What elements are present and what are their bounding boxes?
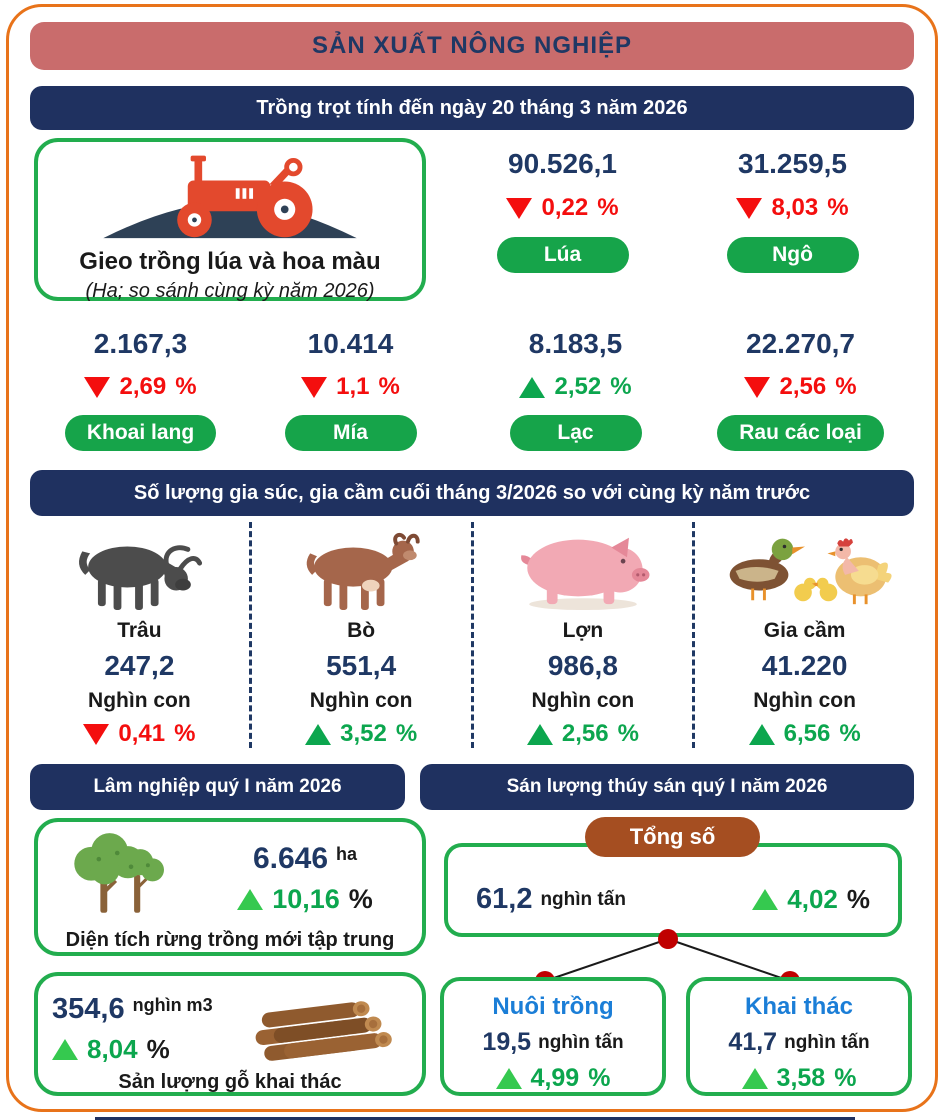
crop-value: 2.167,3 [93, 328, 188, 359]
trend-arrow-icon [749, 724, 775, 745]
livestock-value: 41.220 [761, 650, 848, 681]
livestock-change: 3,52 % [305, 720, 417, 748]
crop-change: 2,69 % [84, 373, 196, 401]
poultry-icon [715, 524, 895, 612]
livestock-lon [474, 522, 696, 748]
livestock-name: Trâu [117, 619, 162, 642]
crop-pill-mia: Mía [285, 415, 417, 451]
forestry-planted-change: 10,16 % [237, 884, 373, 915]
trend-arrow-icon [527, 724, 553, 745]
buffalo-icon [64, 524, 214, 612]
fishery-total-change: 4,02 % [752, 884, 870, 915]
forestry-planted-label: Diện tích rừng trồng mới tập trung [65, 929, 395, 951]
crops-intro-title: Gieo trồng lúa và hoa màu [79, 248, 381, 275]
trend-arrow-icon [84, 377, 110, 398]
trend-arrow-icon [752, 889, 778, 910]
forestry-timber-value: 354,6 [52, 992, 125, 1025]
livestock-name: Lợn [562, 619, 604, 642]
livestock-section-header: Số lượng gia súc, gia cầm cuối tháng 3/2026 so với cùng kỳ năm trước [30, 470, 914, 516]
trend-arrow-icon [519, 377, 545, 398]
fishery-total-card [444, 843, 902, 937]
crop-rau-cac-loai [688, 328, 913, 451]
fishery-total-pill: Tổng số [585, 817, 760, 857]
forestry-planted-unit: ha [336, 844, 358, 864]
fishery-total-unit: nghìn tấn [540, 888, 626, 910]
crop-lua [450, 148, 675, 273]
trend-arrow-icon [52, 1039, 78, 1060]
fishery-panel [430, 815, 915, 1105]
livestock-change: 6,56 % [749, 720, 861, 748]
crop-khoai-lang [38, 328, 243, 451]
livestock-unit: Nghìn con [88, 689, 191, 712]
forestry-timber-unit: nghìn m3 [132, 994, 213, 1015]
crop-pill-lac: Lạc [510, 415, 642, 451]
crop-change: 8,03 % [736, 194, 848, 222]
trend-arrow-icon [744, 377, 770, 398]
cow-icon [286, 524, 436, 612]
livestock-trau [30, 522, 252, 748]
logs-icon [243, 986, 408, 1071]
fishery-branch-nuoi-trong [440, 977, 666, 1096]
pig-icon [503, 524, 663, 612]
branch-value: 41,7 [728, 1028, 778, 1056]
branch-title: Nuôi trồng [492, 993, 614, 1020]
branch-title: Khai thác [744, 993, 854, 1020]
trend-arrow-icon [736, 198, 762, 219]
crop-value: 31.259,5 [738, 148, 847, 179]
forestry-planted-card [34, 818, 426, 956]
crop-value: 10.414 [307, 328, 394, 359]
page-title: SẢN XUẤT NÔNG NGHIỆP [30, 22, 914, 70]
crops-intro-subtitle: (Ha; so sánh cùng kỳ năm 2026) [85, 280, 375, 302]
branch-value: 19,5 [482, 1028, 532, 1056]
crop-value: 90.526,1 [508, 148, 617, 179]
branch-unit: nghìn tấn [784, 1032, 870, 1053]
fishery-branch-khai-thac [686, 977, 912, 1096]
crop-value: 22.270,7 [746, 328, 855, 359]
crop-lac [478, 328, 673, 451]
trend-arrow-icon [496, 1068, 522, 1089]
crop-pill-khoai-lang: Khoai lang [65, 415, 216, 451]
livestock-change: 0,41 % [83, 720, 195, 748]
livestock-name: Gia cầm [763, 619, 846, 642]
trend-arrow-icon [301, 377, 327, 398]
forestry-section-header: Lâm nghiệp quý I năm 2026 [30, 764, 405, 810]
livestock-row [30, 522, 914, 748]
forestry-timber-change: 8,04 % [52, 1034, 243, 1065]
trees-icon [48, 830, 198, 927]
livestock-unit: Nghìn con [531, 689, 635, 712]
livestock-gia-cam [695, 522, 914, 748]
livestock-unit: Nghìn con [309, 689, 413, 712]
crops-intro-card [34, 138, 426, 301]
trend-arrow-icon [506, 198, 532, 219]
crop-pill-ngo: Ngô [727, 237, 859, 273]
trend-arrow-icon [305, 724, 331, 745]
livestock-value: 551,4 [326, 650, 397, 681]
branch-change: 4,99 % [496, 1064, 611, 1093]
crop-change: 0,22 % [506, 194, 618, 222]
forestry-timber-card [34, 972, 426, 1096]
crop-mia [258, 328, 443, 451]
crop-ngo [680, 148, 905, 273]
crop-change: 2,56 % [744, 373, 856, 401]
crop-change: 2,52 % [519, 373, 631, 401]
crop-pill-rau: Rau các loại [717, 415, 884, 451]
crop-value: 8.183,5 [528, 328, 623, 359]
livestock-name: Bò [347, 619, 376, 642]
fishery-total-value: 61,2 [476, 882, 533, 915]
forestry-timber-label: Sản lượng gỗ khai thác [118, 1071, 342, 1093]
branch-unit: nghìn tấn [538, 1032, 624, 1053]
livestock-value: 986,8 [547, 650, 618, 681]
branch-change: 3,58 % [742, 1064, 857, 1093]
fishery-section-header: Sán lượng thúy sán quý I năm 2026 [420, 764, 914, 810]
livestock-change: 2,56 % [527, 720, 639, 748]
crop-change: 1,1 % [301, 373, 400, 401]
forestry-planted-value: 6.646 [252, 842, 329, 875]
livestock-bo [252, 522, 474, 748]
tractor-icon [94, 146, 366, 247]
crop-pill-lua: Lúa [497, 237, 629, 273]
livestock-value: 247,2 [104, 650, 175, 681]
trend-arrow-icon [83, 724, 109, 745]
trend-arrow-icon [237, 889, 263, 910]
crops-section-header: Trồng trọt tính đến ngày 20 tháng 3 năm 2026 [30, 86, 914, 130]
trend-arrow-icon [742, 1068, 768, 1089]
livestock-unit: Nghìn con [753, 689, 856, 712]
